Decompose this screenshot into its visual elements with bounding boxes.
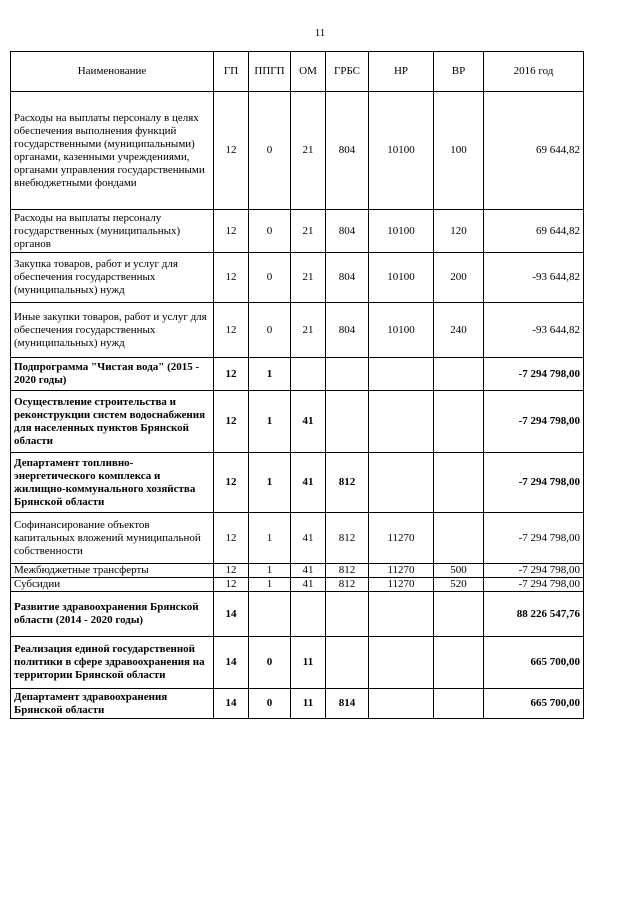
table-row <box>11 253 584 303</box>
cell-vr: 520 <box>434 578 484 592</box>
cell-grbs <box>326 592 369 637</box>
cell-gp: 12 <box>214 513 249 564</box>
cell-nr <box>369 689 434 719</box>
page-number: 11 <box>314 27 326 39</box>
table-row <box>11 358 584 391</box>
cell-gp: 12 <box>214 564 249 578</box>
cell-amount: 69 644,82 <box>484 92 584 210</box>
cell-amount: -7 294 798,00 <box>484 358 584 391</box>
cell-nr <box>369 637 434 689</box>
cell-vr <box>434 513 484 564</box>
cell-ppgp: 1 <box>249 578 291 592</box>
cell-gp: 12 <box>214 92 249 210</box>
cell-ppgp: 0 <box>249 253 291 303</box>
header-year: 2016 год <box>484 52 584 92</box>
header-vr: ВР <box>434 52 484 92</box>
cell-name: Софинансирование объектов капитальных вложений муниципальной собственности <box>11 513 214 564</box>
cell-om: 21 <box>291 303 326 358</box>
cell-amount: -7 294 798,00 <box>484 453 584 513</box>
cell-om: 11 <box>291 637 326 689</box>
cell-vr: 200 <box>434 253 484 303</box>
cell-name: Департамент здравоохранения Брянской области <box>11 689 214 719</box>
cell-ppgp: 1 <box>249 564 291 578</box>
table-row <box>11 453 584 513</box>
cell-grbs: 812 <box>326 578 369 592</box>
cell-gp: 12 <box>214 210 249 253</box>
cell-vr: 500 <box>434 564 484 578</box>
table-header-row <box>11 52 584 92</box>
cell-gp: 12 <box>214 358 249 391</box>
cell-amount: -7 294 798,00 <box>484 513 584 564</box>
budget-table <box>10 51 584 719</box>
cell-gp: 12 <box>214 578 249 592</box>
cell-gp: 12 <box>214 253 249 303</box>
cell-om: 41 <box>291 564 326 578</box>
cell-grbs: 814 <box>326 689 369 719</box>
cell-name: Реализация единой государственной политики в сфере здравоохранения на территории Брянской области <box>11 637 214 689</box>
cell-name: Подпрограмма "Чистая вода" (2015 - 2020 годы) <box>11 358 214 391</box>
cell-gp: 14 <box>214 637 249 689</box>
cell-amount: 69 644,82 <box>484 210 584 253</box>
cell-grbs: 804 <box>326 253 369 303</box>
cell-name: Осуществление строительства и реконструкции систем водоснабжения для населенных пунктов Брянской области <box>11 391 214 453</box>
cell-gp: 12 <box>214 453 249 513</box>
table-row <box>11 578 584 592</box>
cell-amount: 665 700,00 <box>484 637 584 689</box>
cell-name: Иные закупки товаров, работ и услуг для обеспечения государственных (муниципальных) нужд <box>11 303 214 358</box>
cell-om: 11 <box>291 689 326 719</box>
header-name: Наименование <box>11 52 214 92</box>
cell-grbs: 804 <box>326 210 369 253</box>
cell-om: 41 <box>291 578 326 592</box>
cell-om: 41 <box>291 391 326 453</box>
cell-om: 41 <box>291 513 326 564</box>
cell-grbs: 812 <box>326 453 369 513</box>
cell-vr: 240 <box>434 303 484 358</box>
cell-nr: 10100 <box>369 253 434 303</box>
cell-gp: 12 <box>214 391 249 453</box>
cell-ppgp: 0 <box>249 92 291 210</box>
cell-nr <box>369 358 434 391</box>
cell-om: 21 <box>291 92 326 210</box>
cell-vr <box>434 637 484 689</box>
cell-vr <box>434 358 484 391</box>
cell-om: 41 <box>291 453 326 513</box>
cell-nr: 11270 <box>369 564 434 578</box>
cell-grbs: 812 <box>326 564 369 578</box>
cell-vr <box>434 391 484 453</box>
header-nr: НР <box>369 52 434 92</box>
cell-grbs: 812 <box>326 513 369 564</box>
table-row <box>11 513 584 564</box>
cell-om: 21 <box>291 253 326 303</box>
cell-amount: -7 294 798,00 <box>484 564 584 578</box>
cell-gp: 14 <box>214 689 249 719</box>
cell-nr <box>369 391 434 453</box>
header-om: ОМ <box>291 52 326 92</box>
cell-nr <box>369 453 434 513</box>
table-row <box>11 689 584 719</box>
cell-nr <box>369 592 434 637</box>
cell-ppgp: 0 <box>249 637 291 689</box>
header-grbs: ГРБС <box>326 52 369 92</box>
cell-gp: 12 <box>214 303 249 358</box>
cell-nr: 10100 <box>369 303 434 358</box>
cell-ppgp: 1 <box>249 513 291 564</box>
table-row <box>11 391 584 453</box>
table-row <box>11 210 584 253</box>
cell-om <box>291 358 326 391</box>
cell-name: Межбюджетные трансферты <box>11 564 214 578</box>
cell-amount: -93 644,82 <box>484 303 584 358</box>
cell-vr <box>434 689 484 719</box>
cell-grbs <box>326 637 369 689</box>
cell-ppgp: 0 <box>249 303 291 358</box>
cell-nr: 11270 <box>369 513 434 564</box>
cell-amount: 665 700,00 <box>484 689 584 719</box>
cell-amount: -7 294 798,00 <box>484 391 584 453</box>
cell-grbs: 804 <box>326 92 369 210</box>
cell-name: Расходы на выплаты персоналу в целях обеспечения выполнения функций государственными (муниципальными) органами, казенными учреждениями, органами управления государственными внебюджетными фондами <box>11 92 214 210</box>
table-row <box>11 592 584 637</box>
header-gp: ГП <box>214 52 249 92</box>
cell-name: Развитие здравоохранения Брянской области (2014 - 2020 годы) <box>11 592 214 637</box>
table-row <box>11 303 584 358</box>
header-ppgp: ППГП <box>249 52 291 92</box>
cell-ppgp: 1 <box>249 391 291 453</box>
cell-grbs: 804 <box>326 303 369 358</box>
cell-name: Департамент топливно-энергетического комплекса и жилищно-коммунального хозяйства Брянской области <box>11 453 214 513</box>
cell-vr <box>434 453 484 513</box>
cell-nr: 10100 <box>369 92 434 210</box>
cell-gp: 14 <box>214 592 249 637</box>
cell-ppgp: 0 <box>249 689 291 719</box>
cell-amount: -7 294 798,00 <box>484 578 584 592</box>
table-row <box>11 564 584 578</box>
cell-vr <box>434 592 484 637</box>
cell-ppgp: 1 <box>249 453 291 513</box>
cell-nr: 10100 <box>369 210 434 253</box>
cell-vr: 120 <box>434 210 484 253</box>
cell-name: Субсидии <box>11 578 214 592</box>
cell-name: Закупка товаров, работ и услуг для обеспечения государственных (муниципальных) нужд <box>11 253 214 303</box>
cell-om: 21 <box>291 210 326 253</box>
cell-amount: -93 644,82 <box>484 253 584 303</box>
cell-name: Расходы на выплаты персоналу государственных (муниципальных) органов <box>11 210 214 253</box>
cell-ppgp: 0 <box>249 210 291 253</box>
cell-ppgp: 1 <box>249 358 291 391</box>
cell-amount: 88 226 547,76 <box>484 592 584 637</box>
cell-grbs <box>326 391 369 453</box>
cell-grbs <box>326 358 369 391</box>
cell-om <box>291 592 326 637</box>
cell-vr: 100 <box>434 92 484 210</box>
cell-nr: 11270 <box>369 578 434 592</box>
table-row <box>11 637 584 689</box>
cell-ppgp <box>249 592 291 637</box>
table-row <box>11 92 584 210</box>
